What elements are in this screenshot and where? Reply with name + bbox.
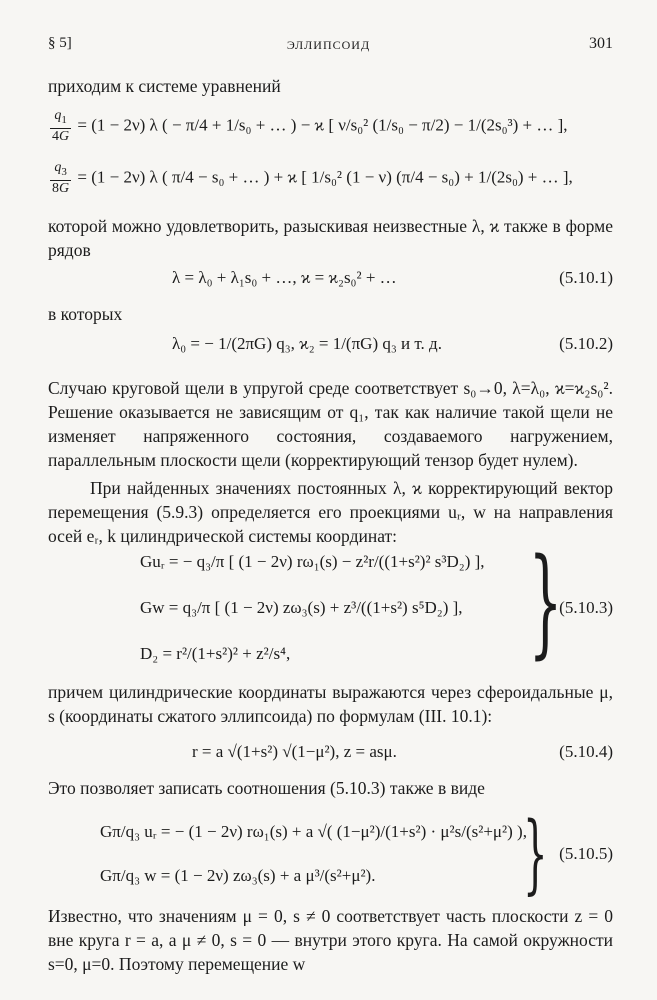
running-title: ЭЛЛИПСОИД xyxy=(286,38,371,52)
equation-number-5-10-3: (5.10.3) xyxy=(559,598,613,617)
paragraph-known: Известно, что значениям μ = 0, s ≠ 0 соответствует часть плоскости z = 0 вне круга r = a, а μ ≠ 0, s = 0 — внутри этого круга. На самой окружности s=0, μ=0. Поэтому перемещение w xyxy=(48,906,613,974)
equation-q3 xyxy=(48,160,573,197)
equation-number-5-10-1: (5.10.1) xyxy=(559,268,613,287)
right-brace-5-10-5: } xyxy=(523,804,548,904)
paragraph-rewrite: Это позволяет записать соотношения (5.10.3) также в виде xyxy=(48,778,485,798)
paragraph-intro: приходим к системе уравнений xyxy=(48,76,281,96)
fraction-q3-8G: $\frac{q_3}{8G}$ xyxy=(52,160,70,196)
equation-q1-body: = (1 − 2ν) λ ( − π/4 + 1/s₀ + … ) − ϰ [ ν/s₀² (1/s₀ − π/2) − 1/(2s₀³) + … ], xyxy=(77,115,568,135)
equation-q3-body: = (1 − 2ν) λ ( π/4 − s₀ + … ) + ϰ [ 1/s₀² (1 − ν) (π/4 − s₀) + 1/(2s₀) + … ], xyxy=(77,167,573,187)
right-brace-5-10-3: } xyxy=(528,532,563,670)
fraction-q1-4G: $\frac{q_1}{4G}$ xyxy=(52,108,70,144)
equation-Gur: Guᵣ = − q₃/π [ (1 − 2ν) rω₁(s) − z²r/((1+s²)² s³D₂) ], xyxy=(140,552,485,571)
running-section: § 5] xyxy=(48,35,72,51)
equation-number-5-10-4: (5.10.4) xyxy=(559,742,613,761)
paragraph-circular-slit: Случаю круговой щели в упругой среде соответствует s₀→0, λ=λ₀, ϰ=ϰ₂s₀². Решение оказывается не зависящим от q₁, так как наличие такой щели не изменяет напряженного состояния, создаваемого нагружением, параллельным плоскости щели (корректирующий тензор будет нулем). xyxy=(48,378,613,470)
paragraph-displacement: При найденных значениях постоянных λ, ϰ корректирующий вектор перемещения (5.9.3) определяется его проекциями uᵣ, w на направления осей eᵣ, k цилиндрической системы координат: xyxy=(48,478,613,546)
page-number: 301 xyxy=(589,35,613,52)
paragraph-in-which: в которых xyxy=(48,304,123,324)
equation-q1 xyxy=(48,108,568,145)
equation-series: λ = λ₀ + λ₁s₀ + …, ϰ = ϰ₂s₀² + … xyxy=(172,268,397,287)
equation-number-5-10-2: (5.10.2) xyxy=(559,334,613,353)
equation-ur-form: Gπ/q₃ uᵣ = − (1 − 2ν) rω₁(s) + a √( (1−μ²)/(1+s²) · μ²s/(s²+μ²) ), xyxy=(100,822,527,841)
equation-lambda0: λ₀ = − 1/(2πG) q₃, ϰ₂ = 1/(πG) q₃ и т. д. xyxy=(172,334,442,353)
equation-D2: D₂ = r²/(1+s²)² + z²/s⁴, xyxy=(140,644,291,663)
equation-w-form: Gπ/q₃ w = (1 − 2ν) zω₃(s) + a μ³/(s²+μ²). xyxy=(100,866,376,885)
equation-coordinates: r = a √(1+s²) √(1−μ²), z = asμ. xyxy=(192,742,397,761)
paragraph-series: которой можно удовлетворить, разыскивая неизвестные λ, ϰ также в форме рядов xyxy=(48,216,613,260)
paragraph-spheroidal: причем цилиндрические координаты выражаются через сфероидальные μ, s (координаты сжатого эллипсоида) по формулам (III. 10.1): xyxy=(48,682,613,726)
equation-Gw: Gw = q₃/π [ (1 − 2ν) zω₃(s) + z³/((1+s²) s⁵D₂) ], xyxy=(140,598,463,617)
equation-number-5-10-5: (5.10.5) xyxy=(559,844,613,863)
